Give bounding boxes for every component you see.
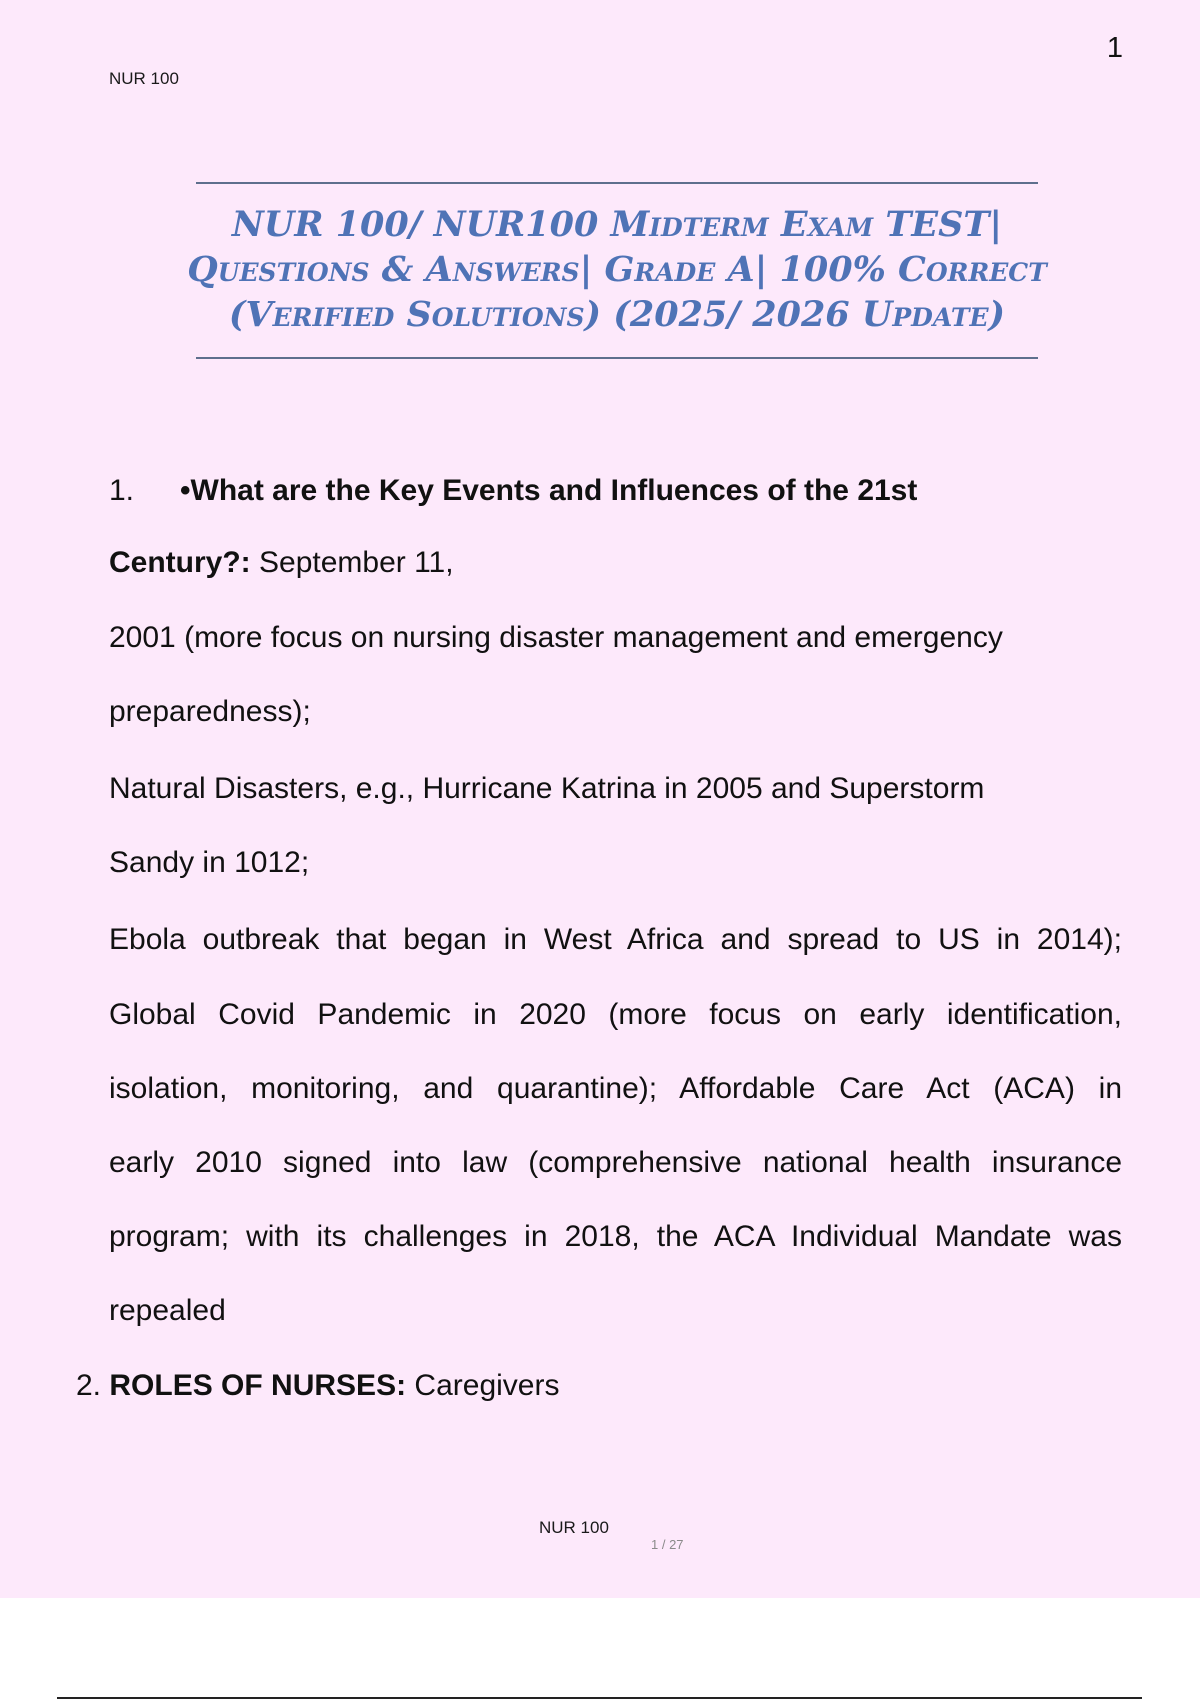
question-2-text: ROLES OF NURSES: — [109, 1369, 407, 1402]
title-rule-bottom — [196, 357, 1038, 359]
answer-line: Global Covid Pandemic in 2020 (more focus on early identification, — [109, 998, 1122, 1031]
next-page-rule — [57, 1697, 1142, 1699]
question-2 — [76, 1368, 559, 1404]
document-title — [150, 202, 1084, 337]
title-line-1: NUR 100/ NUR100 Midterm Exam TEST| — [231, 204, 1003, 245]
question-1-text-continued: Century?: — [109, 546, 251, 579]
page-number: 1 — [1106, 32, 1123, 64]
answer-line: preparedness); — [109, 695, 311, 728]
answer-line: early 2010 signed into law (comprehensive national health insurance — [109, 1146, 1122, 1179]
answer-line: 2001 (more focus on nursing disaster management and emergency — [109, 621, 1003, 654]
answer-line: Sandy in 1012; — [109, 846, 310, 879]
question-1-number: 1. — [109, 474, 135, 507]
page-indicator: 1 / 27 — [651, 1537, 684, 1552]
answer-line: program; with its challenges in 2018, the ACA Individual Mandate was — [109, 1220, 1122, 1253]
answer-line: Ebola outbreak that began in West Africa and spread to US in 2014); — [109, 923, 1122, 956]
question-1-text: •What are the Key Events and Influences of the 21st — [180, 474, 918, 507]
question-2-answer: Caregivers — [414, 1369, 560, 1402]
title-line-2: Questions & Answers| Grade A| 100% Correct — [187, 249, 1047, 290]
running-footer: NUR 100 — [539, 1518, 609, 1537]
question-1-line — [109, 545, 454, 581]
answer-line: isolation, monitoring, and quarantine); Affordable Care Act (ACA) in — [109, 1072, 1122, 1105]
title-rule-top — [196, 182, 1038, 184]
title-line-3: (Verified Solutions) (2025/ 2026 Update) — [228, 294, 1006, 335]
answer-line: Natural Disasters, e.g., Hurricane Katrina in 2005 and Superstorm — [109, 772, 985, 805]
running-header: NUR 100 — [109, 69, 179, 88]
answer-line: September 11, — [259, 546, 454, 579]
question-2-number: 2. — [76, 1369, 102, 1402]
answer-line: repealed — [109, 1294, 226, 1327]
